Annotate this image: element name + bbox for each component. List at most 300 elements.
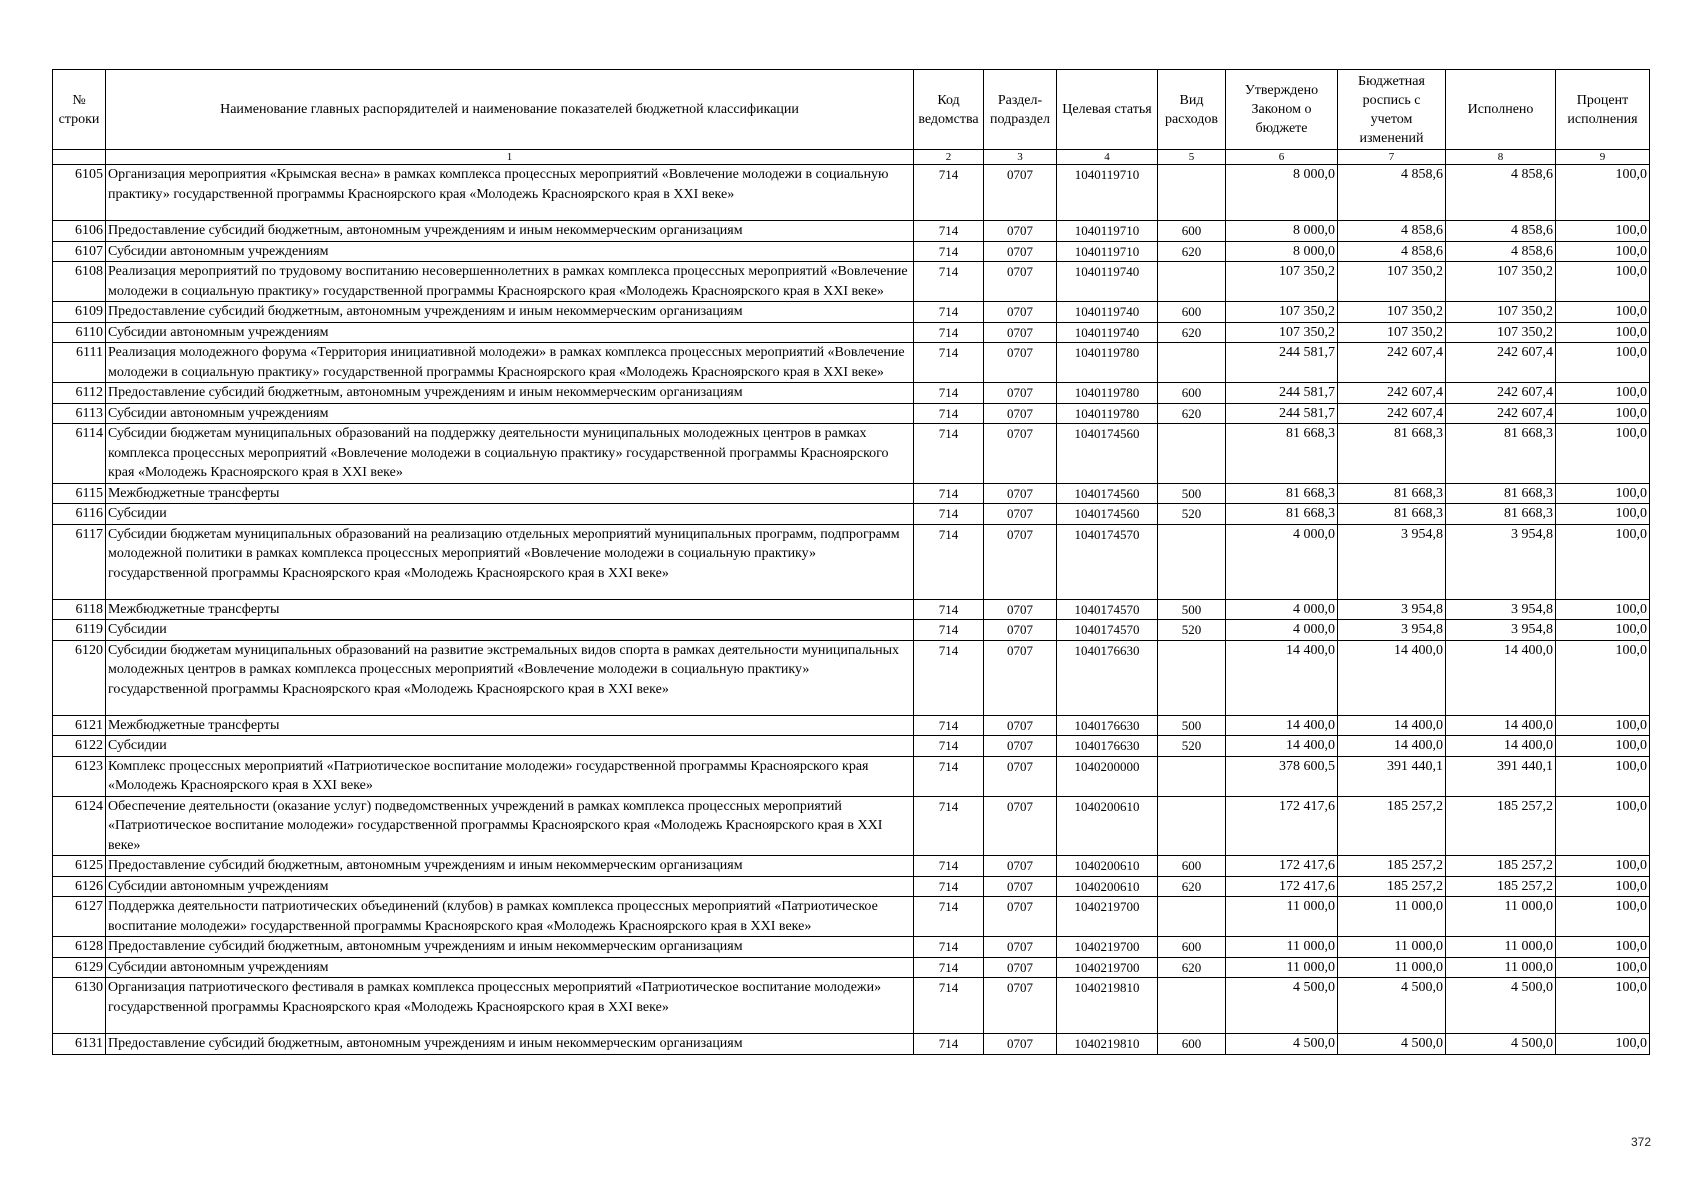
target-item-cell: 1040200000 — [1057, 756, 1158, 796]
column-number: 7 — [1338, 150, 1446, 165]
table-row — [53, 978, 1650, 1034]
executed-cell: 4 500,0 — [1446, 978, 1556, 1034]
table-row — [53, 524, 1650, 599]
executed-cell: 107 350,2 — [1446, 262, 1556, 302]
name-cell: Реализация молодежного форума «Территория инициативной молодежи» в рамках комплекса процессных мероприятий «Вовлечение молодежи в социальную практику» государственной программы Красноярского края «Молодежь Красноярского края в XXI веке» — [106, 343, 914, 383]
header-executed: Исполнено — [1446, 70, 1556, 150]
row-number-cell: 6109 — [53, 302, 106, 323]
target-item-cell: 1040174570 — [1057, 524, 1158, 599]
executed-cell: 185 257,2 — [1446, 856, 1556, 877]
budget-schedule-cell: 11 000,0 — [1338, 937, 1446, 958]
department-code-cell: 714 — [914, 978, 984, 1034]
name-cell: Субсидии автономным учреждениям — [106, 876, 914, 897]
table-row — [53, 876, 1650, 897]
row-number-cell: 6126 — [53, 876, 106, 897]
percent-cell: 100,0 — [1556, 756, 1650, 796]
approved-cell: 107 350,2 — [1226, 262, 1338, 302]
percent-cell: 100,0 — [1556, 715, 1650, 736]
executed-cell: 4 500,0 — [1446, 1034, 1556, 1055]
approved-cell: 81 668,3 — [1226, 424, 1338, 484]
budget-schedule-cell: 242 607,4 — [1338, 403, 1446, 424]
expense-type-cell: 600 — [1158, 221, 1226, 242]
department-code-cell: 714 — [914, 383, 984, 404]
row-number-cell: 6123 — [53, 756, 106, 796]
expense-type-cell — [1158, 897, 1226, 937]
name-cell: Субсидии автономным учреждениям — [106, 957, 914, 978]
target-item-cell: 1040219700 — [1057, 957, 1158, 978]
name-cell: Субсидии — [106, 736, 914, 757]
department-code-cell: 714 — [914, 524, 984, 599]
approved-cell: 172 417,6 — [1226, 796, 1338, 856]
table-row — [53, 599, 1650, 620]
table-row — [53, 302, 1650, 323]
executed-cell: 3 954,8 — [1446, 599, 1556, 620]
executed-cell: 3 954,8 — [1446, 620, 1556, 641]
executed-cell: 3 954,8 — [1446, 524, 1556, 599]
table-row — [53, 620, 1650, 641]
row-number-cell: 6105 — [53, 165, 106, 221]
department-code-cell: 714 — [914, 957, 984, 978]
section-cell: 0707 — [984, 957, 1057, 978]
name-cell: Реализация мероприятий по трудовому воспитанию несовершеннолетних в рамках комплекса процессных мероприятий «Вовлечение молодежи в социальную практику» государственной программы Красноярского края «Молодежь Красноярского края в XXI веке» — [106, 262, 914, 302]
budget-schedule-cell: 4 500,0 — [1338, 1034, 1446, 1055]
budget-schedule-cell: 4 858,6 — [1338, 165, 1446, 221]
executed-cell: 14 400,0 — [1446, 715, 1556, 736]
department-code-cell: 714 — [914, 756, 984, 796]
table-row — [53, 1034, 1650, 1055]
percent-cell: 100,0 — [1556, 383, 1650, 404]
approved-cell: 4 500,0 — [1226, 978, 1338, 1034]
name-cell: Субсидии автономным учреждениям — [106, 241, 914, 262]
department-code-cell: 714 — [914, 403, 984, 424]
department-code-cell: 714 — [914, 262, 984, 302]
row-number-cell: 6122 — [53, 736, 106, 757]
executed-cell: 4 858,6 — [1446, 221, 1556, 242]
budget-schedule-cell: 14 400,0 — [1338, 736, 1446, 757]
percent-cell: 100,0 — [1556, 876, 1650, 897]
department-code-cell: 714 — [914, 796, 984, 856]
expense-type-cell: 600 — [1158, 1034, 1226, 1055]
approved-cell: 14 400,0 — [1226, 640, 1338, 715]
department-code-cell: 714 — [914, 640, 984, 715]
budget-schedule-cell: 4 500,0 — [1338, 978, 1446, 1034]
department-code-cell: 714 — [914, 322, 984, 343]
table-row — [53, 262, 1650, 302]
budget-schedule-cell: 14 400,0 — [1338, 715, 1446, 736]
percent-cell: 100,0 — [1556, 957, 1650, 978]
executed-cell: 14 400,0 — [1446, 640, 1556, 715]
target-item-cell: 1040119780 — [1057, 383, 1158, 404]
approved-cell: 8 000,0 — [1226, 165, 1338, 221]
table-row — [53, 343, 1650, 383]
row-number-cell: 6120 — [53, 640, 106, 715]
budget-schedule-cell: 3 954,8 — [1338, 524, 1446, 599]
section-cell: 0707 — [984, 876, 1057, 897]
section-cell: 0707 — [984, 897, 1057, 937]
row-number-cell: 6127 — [53, 897, 106, 937]
name-cell: Субсидии автономным учреждениям — [106, 322, 914, 343]
percent-cell: 100,0 — [1556, 1034, 1650, 1055]
name-cell: Предоставление субсидий бюджетным, автономным учреждениям и иным некоммерческим организациям — [106, 1034, 914, 1055]
executed-cell: 81 668,3 — [1446, 424, 1556, 484]
table-row — [53, 424, 1650, 484]
section-cell: 0707 — [984, 504, 1057, 525]
column-number: 3 — [984, 150, 1057, 165]
section-cell: 0707 — [984, 599, 1057, 620]
department-code-cell: 714 — [914, 876, 984, 897]
budget-schedule-cell: 4 858,6 — [1338, 221, 1446, 242]
department-code-cell: 714 — [914, 424, 984, 484]
percent-cell: 100,0 — [1556, 599, 1650, 620]
header-name: Наименование главных распорядителей и наименование показателей бюджетной классификации — [106, 70, 914, 150]
column-number: 6 — [1226, 150, 1338, 165]
row-number-cell: 6112 — [53, 383, 106, 404]
percent-cell: 100,0 — [1556, 483, 1650, 504]
name-cell: Организация патриотического фестиваля в рамках комплекса процессных мероприятий «Патриотическое воспитание молодежи» государственной программы Красноярского края «Молодежь Красноярского края в XXI веке» — [106, 978, 914, 1034]
name-cell: Предоставление субсидий бюджетным, автономным учреждениям и иным некоммерческим организациям — [106, 937, 914, 958]
executed-cell: 4 858,6 — [1446, 165, 1556, 221]
department-code-cell: 714 — [914, 620, 984, 641]
budget-schedule-cell: 14 400,0 — [1338, 640, 1446, 715]
section-cell: 0707 — [984, 736, 1057, 757]
section-cell: 0707 — [984, 403, 1057, 424]
executed-cell: 107 350,2 — [1446, 302, 1556, 323]
table-row — [53, 957, 1650, 978]
percent-cell: 100,0 — [1556, 796, 1650, 856]
section-cell: 0707 — [984, 856, 1057, 877]
name-cell: Субсидии автономным учреждениям — [106, 403, 914, 424]
budget-schedule-cell: 242 607,4 — [1338, 383, 1446, 404]
table-row — [53, 937, 1650, 958]
name-cell: Организация мероприятия «Крымская весна» в рамках комплекса процессных мероприятий «Вовлечение молодежи в социальную практику» государственной программы Красноярского края «Молодежь Красноярского края в XXI веке» — [106, 165, 914, 221]
header-expense-type: Вид расходов — [1158, 70, 1226, 150]
executed-cell: 391 440,1 — [1446, 756, 1556, 796]
expense-type-cell: 620 — [1158, 322, 1226, 343]
column-number: 5 — [1158, 150, 1226, 165]
executed-cell: 242 607,4 — [1446, 383, 1556, 404]
column-number: 9 — [1556, 150, 1650, 165]
row-number-cell: 6119 — [53, 620, 106, 641]
header-section: Раздел-подраздел — [984, 70, 1057, 150]
header-department-code: Код ведомства — [914, 70, 984, 150]
row-number-cell: 6118 — [53, 599, 106, 620]
row-number-cell: 6131 — [53, 1034, 106, 1055]
section-cell: 0707 — [984, 937, 1057, 958]
row-number-cell: 6114 — [53, 424, 106, 484]
row-number-cell: 6129 — [53, 957, 106, 978]
target-item-cell: 1040219700 — [1057, 897, 1158, 937]
target-item-cell: 1040200610 — [1057, 876, 1158, 897]
table-row — [53, 715, 1650, 736]
target-item-cell: 1040174560 — [1057, 504, 1158, 525]
executed-cell: 14 400,0 — [1446, 736, 1556, 757]
table-row — [53, 736, 1650, 757]
column-number: 4 — [1057, 150, 1158, 165]
department-code-cell: 714 — [914, 736, 984, 757]
percent-cell: 100,0 — [1556, 221, 1650, 242]
name-cell: Межбюджетные трансферты — [106, 715, 914, 736]
header-budget-schedule: Бюджетная роспись с учетом изменений — [1338, 70, 1446, 150]
budget-schedule-cell: 107 350,2 — [1338, 302, 1446, 323]
approved-cell: 4 500,0 — [1226, 1034, 1338, 1055]
table-row — [53, 856, 1650, 877]
approved-cell: 11 000,0 — [1226, 937, 1338, 958]
expense-type-cell — [1158, 524, 1226, 599]
section-cell: 0707 — [984, 524, 1057, 599]
header-approved: Утверждено Законом о бюджете — [1226, 70, 1338, 150]
percent-cell: 100,0 — [1556, 856, 1650, 877]
name-cell: Комплекс процессных мероприятий «Патриотическое воспитание молодежи» государственной программы Красноярского края «Молодежь Красноярского края в XXI веке» — [106, 756, 914, 796]
table-row — [53, 897, 1650, 937]
expense-type-cell: 520 — [1158, 620, 1226, 641]
approved-cell: 14 400,0 — [1226, 736, 1338, 757]
target-item-cell: 1040219700 — [1057, 937, 1158, 958]
table-row — [53, 322, 1650, 343]
name-cell: Предоставление субсидий бюджетным, автономным учреждениям и иным некоммерческим организациям — [106, 856, 914, 877]
target-item-cell: 1040119710 — [1057, 221, 1158, 242]
budget-schedule-cell: 3 954,8 — [1338, 620, 1446, 641]
approved-cell: 11 000,0 — [1226, 897, 1338, 937]
department-code-cell: 714 — [914, 599, 984, 620]
name-cell: Межбюджетные трансферты — [106, 483, 914, 504]
name-cell: Поддержка деятельности патриотических объединений (клубов) в рамках комплекса процессных мероприятий «Патриотическое воспитание молодежи» государственной программы Красноярского края «Молодежь Красноярского края в XXI веке» — [106, 897, 914, 937]
expense-type-cell — [1158, 165, 1226, 221]
row-number-cell: 6113 — [53, 403, 106, 424]
name-cell: Предоставление субсидий бюджетным, автономным учреждениям и иным некоммерческим организациям — [106, 302, 914, 323]
percent-cell: 100,0 — [1556, 343, 1650, 383]
target-item-cell: 1040174560 — [1057, 483, 1158, 504]
percent-cell: 100,0 — [1556, 937, 1650, 958]
section-cell: 0707 — [984, 322, 1057, 343]
table-row — [53, 796, 1650, 856]
department-code-cell: 714 — [914, 504, 984, 525]
row-number-cell: 6130 — [53, 978, 106, 1034]
table-body — [53, 165, 1650, 1055]
approved-cell: 81 668,3 — [1226, 483, 1338, 504]
approved-cell: 4 000,0 — [1226, 620, 1338, 641]
department-code-cell: 714 — [914, 483, 984, 504]
approved-cell: 244 581,7 — [1226, 343, 1338, 383]
percent-cell: 100,0 — [1556, 620, 1650, 641]
column-number — [53, 150, 106, 165]
section-cell: 0707 — [984, 424, 1057, 484]
expense-type-cell: 620 — [1158, 241, 1226, 262]
table-row — [53, 383, 1650, 404]
target-item-cell: 1040176630 — [1057, 640, 1158, 715]
budget-schedule-cell: 391 440,1 — [1338, 756, 1446, 796]
column-number: 2 — [914, 150, 984, 165]
target-item-cell: 1040174570 — [1057, 620, 1158, 641]
percent-cell: 100,0 — [1556, 978, 1650, 1034]
name-cell: Субсидии бюджетам муниципальных образований на реализацию отдельных мероприятий муниципальных программ, подпрограмм молодежной политики в рамках комплекса процессных мероприятий «Вовлечение молодежи в социальную практику» государственной программы Красноярского края «Молодежь Красноярского края в XXI веке» — [106, 524, 914, 599]
budget-schedule-cell: 4 858,6 — [1338, 241, 1446, 262]
percent-cell: 100,0 — [1556, 262, 1650, 302]
budget-schedule-cell: 185 257,2 — [1338, 876, 1446, 897]
section-cell: 0707 — [984, 640, 1057, 715]
approved-cell: 107 350,2 — [1226, 322, 1338, 343]
target-item-cell: 1040200610 — [1057, 856, 1158, 877]
name-cell: Обеспечение деятельности (оказание услуг) подведомственных учреждений в рамках комплекса процессных мероприятий «Патриотическое воспитание молодежи» государственной программы Красноярского края «Молодежь Красноярского края в XXI веке» — [106, 796, 914, 856]
budget-schedule-cell: 242 607,4 — [1338, 343, 1446, 383]
department-code-cell: 714 — [914, 343, 984, 383]
row-number-cell: 6117 — [53, 524, 106, 599]
department-code-cell: 714 — [914, 241, 984, 262]
row-number-cell: 6111 — [53, 343, 106, 383]
approved-cell: 8 000,0 — [1226, 221, 1338, 242]
name-cell: Предоставление субсидий бюджетным, автономным учреждениям и иным некоммерческим организациям — [106, 221, 914, 242]
expense-type-cell: 620 — [1158, 876, 1226, 897]
target-item-cell: 1040119740 — [1057, 262, 1158, 302]
section-cell: 0707 — [984, 221, 1057, 242]
budget-schedule-cell: 185 257,2 — [1338, 856, 1446, 877]
row-number-cell: 6110 — [53, 322, 106, 343]
executed-cell: 81 668,3 — [1446, 483, 1556, 504]
approved-cell: 4 000,0 — [1226, 599, 1338, 620]
table-row — [53, 165, 1650, 221]
approved-cell: 378 600,5 — [1226, 756, 1338, 796]
expense-type-cell: 500 — [1158, 483, 1226, 504]
percent-cell: 100,0 — [1556, 241, 1650, 262]
row-number-cell: 6121 — [53, 715, 106, 736]
executed-cell: 107 350,2 — [1446, 322, 1556, 343]
percent-cell: 100,0 — [1556, 736, 1650, 757]
target-item-cell: 1040200610 — [1057, 796, 1158, 856]
department-code-cell: 714 — [914, 1034, 984, 1055]
percent-cell: 100,0 — [1556, 165, 1650, 221]
budget-schedule-cell: 107 350,2 — [1338, 262, 1446, 302]
expense-type-cell: 500 — [1158, 715, 1226, 736]
approved-cell: 244 581,7 — [1226, 383, 1338, 404]
approved-cell: 4 000,0 — [1226, 524, 1338, 599]
section-cell: 0707 — [984, 383, 1057, 404]
department-code-cell: 714 — [914, 302, 984, 323]
table-row — [53, 640, 1650, 715]
target-item-cell: 1040174570 — [1057, 599, 1158, 620]
approved-cell: 81 668,3 — [1226, 504, 1338, 525]
row-number-cell: 6128 — [53, 937, 106, 958]
section-cell: 0707 — [984, 1034, 1057, 1055]
table-row — [53, 483, 1650, 504]
percent-cell: 100,0 — [1556, 897, 1650, 937]
table-row — [53, 221, 1650, 242]
name-cell: Субсидии — [106, 504, 914, 525]
percent-cell: 100,0 — [1556, 403, 1650, 424]
budget-schedule-cell: 81 668,3 — [1338, 424, 1446, 484]
department-code-cell: 714 — [914, 221, 984, 242]
percent-cell: 100,0 — [1556, 504, 1650, 525]
row-number-cell: 6115 — [53, 483, 106, 504]
section-cell: 0707 — [984, 262, 1057, 302]
executed-cell: 81 668,3 — [1446, 504, 1556, 525]
target-item-cell: 1040119780 — [1057, 403, 1158, 424]
header-row — [53, 70, 1650, 150]
executed-cell: 11 000,0 — [1446, 957, 1556, 978]
budget-schedule-cell: 81 668,3 — [1338, 504, 1446, 525]
budget-schedule-cell: 11 000,0 — [1338, 957, 1446, 978]
department-code-cell: 714 — [914, 897, 984, 937]
section-cell: 0707 — [984, 343, 1057, 383]
column-number-row — [53, 150, 1650, 165]
row-number-cell: 6125 — [53, 856, 106, 877]
budget-table — [52, 69, 1650, 1055]
executed-cell: 242 607,4 — [1446, 343, 1556, 383]
approved-cell: 8 000,0 — [1226, 241, 1338, 262]
target-item-cell: 1040176630 — [1057, 736, 1158, 757]
header-percent: Процент исполнения — [1556, 70, 1650, 150]
name-cell: Межбюджетные трансферты — [106, 599, 914, 620]
row-number-cell: 6107 — [53, 241, 106, 262]
table-row — [53, 403, 1650, 424]
executed-cell: 11 000,0 — [1446, 937, 1556, 958]
expense-type-cell — [1158, 640, 1226, 715]
executed-cell: 185 257,2 — [1446, 796, 1556, 856]
section-cell: 0707 — [984, 241, 1057, 262]
row-number-cell: 6106 — [53, 221, 106, 242]
target-item-cell: 1040219810 — [1057, 978, 1158, 1034]
table-row — [53, 504, 1650, 525]
approved-cell: 107 350,2 — [1226, 302, 1338, 323]
percent-cell: 100,0 — [1556, 524, 1650, 599]
expense-type-cell: 620 — [1158, 957, 1226, 978]
expense-type-cell — [1158, 262, 1226, 302]
row-number-cell: 6124 — [53, 796, 106, 856]
row-number-cell: 6108 — [53, 262, 106, 302]
expense-type-cell: 520 — [1158, 736, 1226, 757]
target-item-cell: 1040174560 — [1057, 424, 1158, 484]
budget-schedule-cell: 185 257,2 — [1338, 796, 1446, 856]
section-cell: 0707 — [984, 796, 1057, 856]
expense-type-cell — [1158, 424, 1226, 484]
budget-schedule-cell: 107 350,2 — [1338, 322, 1446, 343]
expense-type-cell — [1158, 343, 1226, 383]
target-item-cell: 1040119710 — [1057, 241, 1158, 262]
budget-schedule-cell: 81 668,3 — [1338, 483, 1446, 504]
page-number: 372 — [1630, 1135, 1651, 1149]
expense-type-cell: 500 — [1158, 599, 1226, 620]
header-row-number: № строки — [53, 70, 106, 150]
percent-cell: 100,0 — [1556, 302, 1650, 323]
executed-cell: 11 000,0 — [1446, 897, 1556, 937]
executed-cell: 185 257,2 — [1446, 876, 1556, 897]
expense-type-cell: 600 — [1158, 856, 1226, 877]
approved-cell: 172 417,6 — [1226, 876, 1338, 897]
header-target-item: Целевая статья — [1057, 70, 1158, 150]
expense-type-cell: 620 — [1158, 403, 1226, 424]
expense-type-cell: 600 — [1158, 383, 1226, 404]
budget-schedule-cell: 11 000,0 — [1338, 897, 1446, 937]
percent-cell: 100,0 — [1556, 640, 1650, 715]
target-item-cell: 1040219810 — [1057, 1034, 1158, 1055]
department-code-cell: 714 — [914, 165, 984, 221]
name-cell: Предоставление субсидий бюджетным, автономным учреждениям и иным некоммерческим организациям — [106, 383, 914, 404]
expense-type-cell: 600 — [1158, 302, 1226, 323]
approved-cell: 11 000,0 — [1226, 957, 1338, 978]
percent-cell: 100,0 — [1556, 322, 1650, 343]
column-number: 8 — [1446, 150, 1556, 165]
target-item-cell: 1040119740 — [1057, 302, 1158, 323]
budget-schedule-cell: 3 954,8 — [1338, 599, 1446, 620]
table-header — [53, 70, 1650, 165]
target-item-cell: 1040119780 — [1057, 343, 1158, 383]
percent-cell: 100,0 — [1556, 424, 1650, 484]
section-cell: 0707 — [984, 715, 1057, 736]
section-cell: 0707 — [984, 978, 1057, 1034]
expense-type-cell — [1158, 978, 1226, 1034]
approved-cell: 14 400,0 — [1226, 715, 1338, 736]
name-cell: Субсидии бюджетам муниципальных образований на развитие экстремальных видов спорта в рамках деятельности муниципальных молодежных центров в рамках комплекса процессных мероприятий «Вовлечение молодежи в социальную практику» государственной программы Красноярского края «Молодежь Красноярского края в XXI веке» — [106, 640, 914, 715]
section-cell: 0707 — [984, 483, 1057, 504]
expense-type-cell — [1158, 756, 1226, 796]
